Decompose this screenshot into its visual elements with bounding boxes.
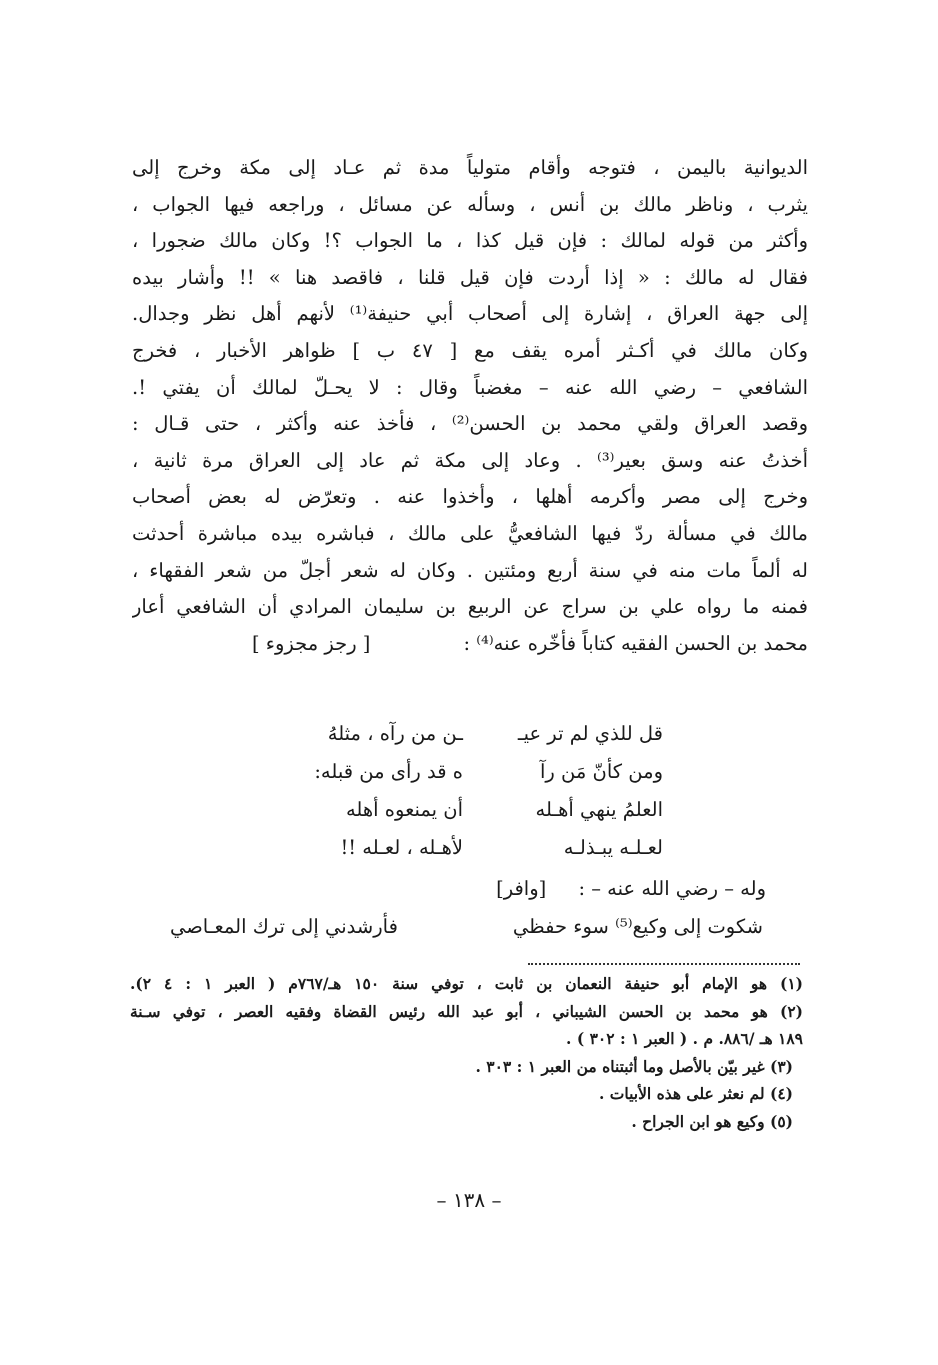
poem-verse xyxy=(283,715,663,753)
verse-second-hemistich: لأهـله ، لعـله !! xyxy=(340,836,463,859)
footnote-item: (١) هو الإمام أبو حنيفة النعمان بن ثابت ، توفي سنة ١٥٠ هـ/٧٦٧م ( العبر ١ : ٤ ٢). xyxy=(130,974,803,993)
footnote-item: (٢) هو محمد بن الحسن الشيباني ، أبو عبد الله رئيس القضاة وفقيه العصر ، توفي سـنة xyxy=(130,1001,803,1021)
text-line: أخذتُ عنه وسق بعير⁽³⁾ . وعاد إلى مكة ثم عاد إلى العراق مرة ثانية ، xyxy=(132,448,808,472)
text-line: وأكثر من قوله لمالك : فإن قيل كذا ، ما الجواب ؟! وكان مالك ضجورا ، xyxy=(132,229,808,253)
footnotes xyxy=(130,970,803,1135)
closing-intro-text: وله – رضي الله عنه – : xyxy=(578,877,766,900)
text-line: وقصد العراق ولقي محمد بن الحسن⁽²⁾ ، فأخذ عنه وأكثر ، حتى قـال : xyxy=(132,412,808,436)
text-line: فمنه ما رواه علي بن سراج عن الربيع بن سليمان المرادي أن الشافعي أعار xyxy=(132,595,808,619)
text-line: مالك في مسألة ردّ فيها الشافعيُّ على مالك ، فباشره بيده مباشرة أحدثت xyxy=(132,521,808,545)
main-text xyxy=(132,150,808,662)
text-line: وكان مالك في أكـثر أمره يقف مع [ ٤٧ ب ] ظواهر الأخبار ، فخرج xyxy=(132,338,808,362)
closing-meter-label: [وافر] xyxy=(496,877,547,900)
poem-meter-label: [ رجز مجزوء ] xyxy=(252,631,371,655)
text-line: إلى جهة العراق ، إشارة إلى أصحاب أبي حنيفة⁽¹⁾ لأنهم أهل نظر وجدال. xyxy=(132,302,808,326)
footnote-separator xyxy=(528,963,800,965)
text-line: فقال له مالك : « إذا أردت فإن قيل قلنا ، فاقصد هنا » !! وأشار بيده xyxy=(132,265,808,289)
footnote-continuation: ١٨٩ هـ /٨٨٦. م . ( العبر ١ : ٣٠٢ ) . xyxy=(566,1029,803,1048)
text-line: الديوانية باليمن ، فتوجه وأقام متولياً مدة ثم عـاد إلى مكة وخرج إلى xyxy=(132,156,808,179)
poem xyxy=(283,715,663,867)
poem-verse xyxy=(283,791,663,829)
closing-intro xyxy=(496,870,766,908)
footnote-item: (٥) وكيع هو ابن الجراح . xyxy=(631,1111,793,1131)
poem-verse xyxy=(283,829,663,867)
poem-intro-line xyxy=(132,626,808,663)
poem-intro-text: محمد بن الحسن الفقيه كتاباً فأخّره عنه⁽⁴⁾ : xyxy=(463,631,808,655)
verse-second-hemistich: ه قد رأى من قبله: xyxy=(314,760,463,783)
verse-second-hemistich: ـن من رآه ، مثلهُ xyxy=(327,722,463,745)
poem-verse xyxy=(283,753,663,791)
text-line: وخرج إلى مصر وأكرمه أهلها ، وأخذوا عنه . وتعرّض له بعض أصحاب xyxy=(132,485,808,509)
verse-first-hemistich: لعـلـه يبـذلـه xyxy=(563,836,663,859)
text-line: الشافعي – رضي الله عنه – مغضباً وقال : لا يحـلّ لمالك أن يفتي !. xyxy=(132,375,808,399)
last-verse xyxy=(170,908,763,946)
verse-first-hemistich: ومن كأنّ مَن رآ xyxy=(540,760,663,783)
verse-first-hemistich: العلمُ ينهي أهـله xyxy=(535,798,663,821)
verse-second-hemistich: أن يمنعوه أهله xyxy=(345,798,463,821)
page-number: – ١٣٨ – xyxy=(436,1188,502,1212)
footnote-item: (٣) غير بيّن بالأصل وما أثبتناه من العبر ١ : ٣٠٣ . xyxy=(475,1056,793,1076)
footnote-item: (٤) لم نعثر على هذه الأبيات . xyxy=(598,1084,793,1103)
last-verse-second-hemistich: فأرشدني إلى ترك المعـاصي xyxy=(170,915,398,938)
last-verse-first-hemistich: شكوت إلى وكيع⁽⁵⁾ سوء حفظي xyxy=(512,915,763,938)
verse-first-hemistich: قل للذي لم تر عيـ xyxy=(517,722,663,745)
text-line: له ألماً مات منه في سنة أربع ومئتين . وكان له شعر أجلّ من شعر الفقهاء ، xyxy=(132,558,808,582)
text-line: يثرب ، وناظر مالك بن أنس ، وسأله عن مسائل ، وراجعه فيها الجواب ، xyxy=(132,192,808,216)
